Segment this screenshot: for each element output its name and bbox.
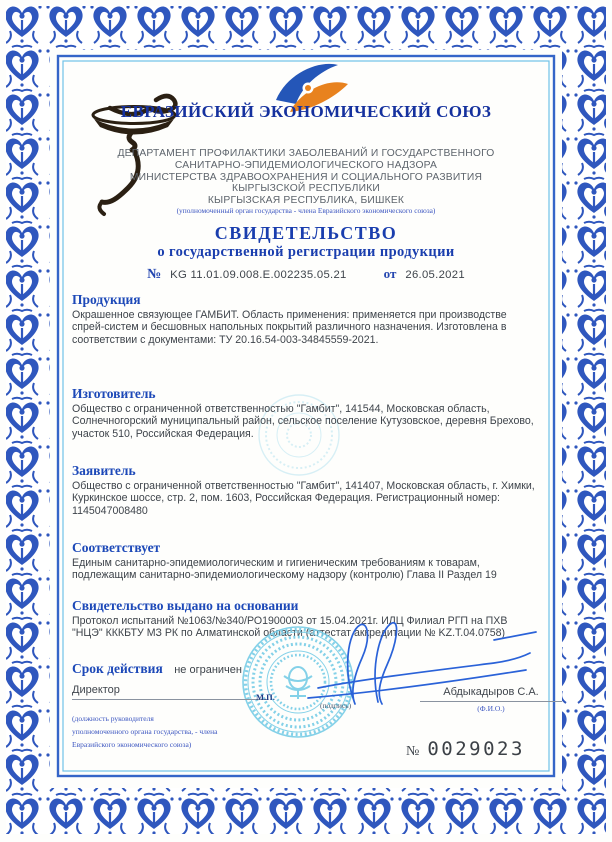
section-body: Единым санитарно-эпидемиологическим и гигиеническим требованиям к товарам, подлежащим санитарно-эпидемиологическому надзору (контролю) Глава II Раздел 19 <box>72 557 497 582</box>
certificate-subtitle: о государственной регистрации продукции <box>157 244 455 260</box>
certificate-title: СВИДЕТЕЛЬСТВО <box>214 223 398 243</box>
position-label: Директор <box>72 684 267 700</box>
org-line: МИНИСТЕРСТВА ЗДРАВООХРАНЕНИЯ И СОЦИАЛЬНОГО РАЗВИТИЯ <box>129 171 483 183</box>
section-body: Окрашенное связующее ГАМБИТ. Область применения: применяется при производстве спрей-систем и бесшовных напольных покрытий различного назначения. Изготовлена в соответствии с документами: ТУ 20.16.54-003-34845559-2021. <box>72 309 507 346</box>
section-manufacturer <box>72 386 540 440</box>
position-note <box>72 712 218 751</box>
section-heading: Заявитель <box>72 463 136 478</box>
org-line: САНИТАРНО-ЭПИДЕМИОЛОГИЧЕСКОГО НАДЗОРА <box>174 159 438 171</box>
section-heading: Изготовитель <box>72 386 156 401</box>
section-heading: Продукция <box>72 292 141 307</box>
validity-heading: Срок действия <box>72 661 163 676</box>
section-heading: Свидетельство выдано на основании <box>72 598 299 613</box>
section-product <box>72 292 540 346</box>
signer-block <box>420 686 562 713</box>
validity-value: не ограничен <box>174 664 242 676</box>
position-note-line: (должность руководителя <box>72 714 154 723</box>
serial-label: № <box>406 744 420 759</box>
signature-label: (подпись) <box>320 701 352 710</box>
signer-name: Абдыкадыров С.А. <box>420 686 562 702</box>
date-label: от <box>383 266 397 281</box>
section-body: Протокол испытаний №1063/№340/РО1900003 от 15.04.2021г. ИЛЦ Филиал РГП на ПХВ "НЦЭ" КККБТУ МЗ РК по Алматинской области (аттестат аккредитации № KZ.Т.04.0758) <box>72 615 508 640</box>
position-note-line: уполномоченного органа государства, - члена <box>72 727 218 736</box>
section-heading: Соответствует <box>72 540 161 555</box>
org-line: КЫРГЫЗСКОЙ РЕСПУБЛИКИ <box>232 183 380 195</box>
certificate-number-row <box>0 266 612 283</box>
number-label: № <box>147 267 162 282</box>
signer-name-label: (Ф.И.О.) <box>477 704 505 713</box>
certificate-date: 26.05.2021 <box>405 269 465 281</box>
serial-row <box>406 738 525 760</box>
org-line: КЫРГЫЗСКАЯ РЕСПУБЛИКА, БИШКЕК <box>207 195 405 207</box>
authority-note: (уполномоченный орган государства - члена Евразийского экономического союза) <box>176 206 436 215</box>
position-note-line: Евразийского экономического союза) <box>72 740 192 749</box>
union-title: ЕВРАЗИЙСКИЙ ЭКОНОМИЧЕСКИЙ СОЮЗ <box>120 102 492 121</box>
serial-number: 0029023 <box>427 738 525 760</box>
section-body: Общество с ограниченной ответственностью "Гамбит", 141407, Московская область, г. Химки, Куркинское шоссе, стр. 2, пом. 1603, Российская Федерация. Регистрационный номер: 1145047008480 <box>72 480 535 517</box>
org-line: ДЕПАРТАМЕНТ ПРОФИЛАКТИКИ ЗАБОЛЕВАНИЙ И ГОСУДАРСТВЕННОГО <box>117 148 495 159</box>
section-body: Общество с ограниченной ответственностью "Гамбит", 141544, Московская область, Солнечногорский муниципальный район, сельское поселение Кутузовское, деревня Брехово, участок 510, Российская Федерация. <box>72 403 534 440</box>
certificate-number: KG 11.01.09.008.E.002235.05.21 <box>170 269 347 281</box>
section-compliance <box>72 540 540 582</box>
issuing-org <box>0 148 612 207</box>
section-applicant <box>72 463 540 517</box>
stamp-place-label: М.П. <box>256 692 275 702</box>
